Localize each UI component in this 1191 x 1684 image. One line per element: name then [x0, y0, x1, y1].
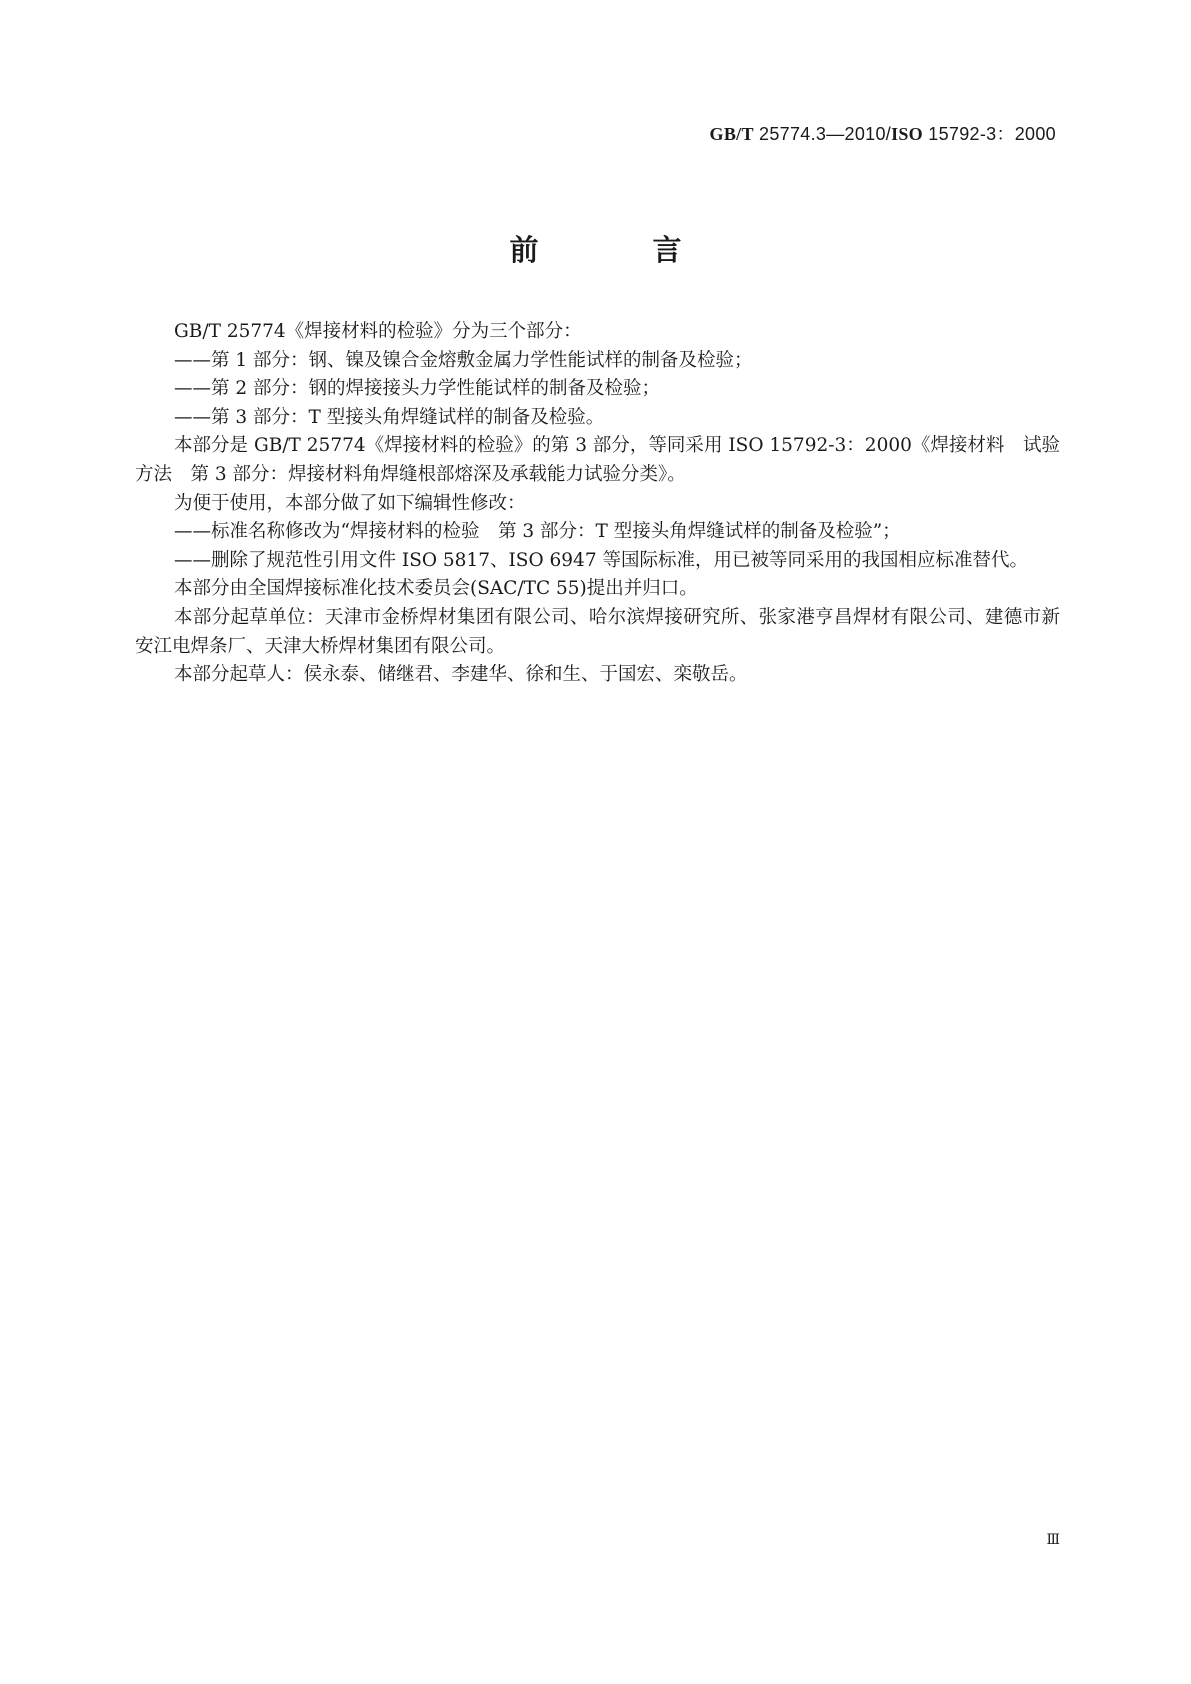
editorial-item-2: ——删除了规范性引用文件 ISO 5817、ISO 6947 等国际标准，用已被等同采用的我国相应标准替代。	[174, 549, 1028, 571]
part-1-item: ——第 1 部分：钢、镍及镍合金熔敷金属力学性能试样的制备及检验；	[174, 349, 753, 371]
editorial-intro-paragraph: 为便于使用，本部分做了如下编辑性修改：	[174, 492, 526, 514]
drafting-units-paragraph: 本部分起草单位：天津市金桥焊材集团有限公司、哈尔滨焊接研究所、张家港亨昌焊材有限公司、建德市新安江电焊条厂、天津大桥焊材集团有限公司。	[135, 606, 1060, 657]
adoption-paragraph: 本部分是 GB/T 25774《焊接材料的检验》的第 3 部分，等同采用 ISO 15792-3：2000《焊接材料 试验方法 第 3 部分：焊接材料角焊缝根部熔深及承载能力试验分类》。	[135, 435, 1060, 485]
foreword-body	[135, 318, 1060, 690]
gb-number: 25774.3—2010/	[753, 124, 892, 144]
part-3-item: ——第 3 部分：T 型接头角焊缝试样的制备及检验。	[174, 406, 605, 428]
page-number: Ⅲ	[1046, 1532, 1059, 1548]
standard-code-header	[710, 120, 1056, 146]
drafters-paragraph: 本部分起草人：侯永泰、储继君、李建华、徐和生、于国宏、栾敬岳。	[174, 664, 748, 686]
gb-label: GB/T	[709, 124, 754, 144]
iso-label: ISO	[891, 124, 923, 144]
part-2-item: ——第 2 部分：钢的焊接接头力学性能试样的制备及检验；	[174, 378, 661, 400]
proposer-paragraph: 本部分由全国焊接标准化技术委员会(SAC/TC 55)提出并归口。	[174, 578, 698, 600]
iso-number: 15792-3：2000	[922, 124, 1056, 144]
editorial-item-1: ——标准名称修改为“焊接材料的检验 第 3 部分：T 型接头角焊缝试样的制备及检验”；	[174, 521, 901, 543]
intro-paragraph: GB/T 25774《焊接材料的检验》分为三个部分：	[174, 321, 582, 342]
page-title: 前 言	[509, 233, 734, 267]
